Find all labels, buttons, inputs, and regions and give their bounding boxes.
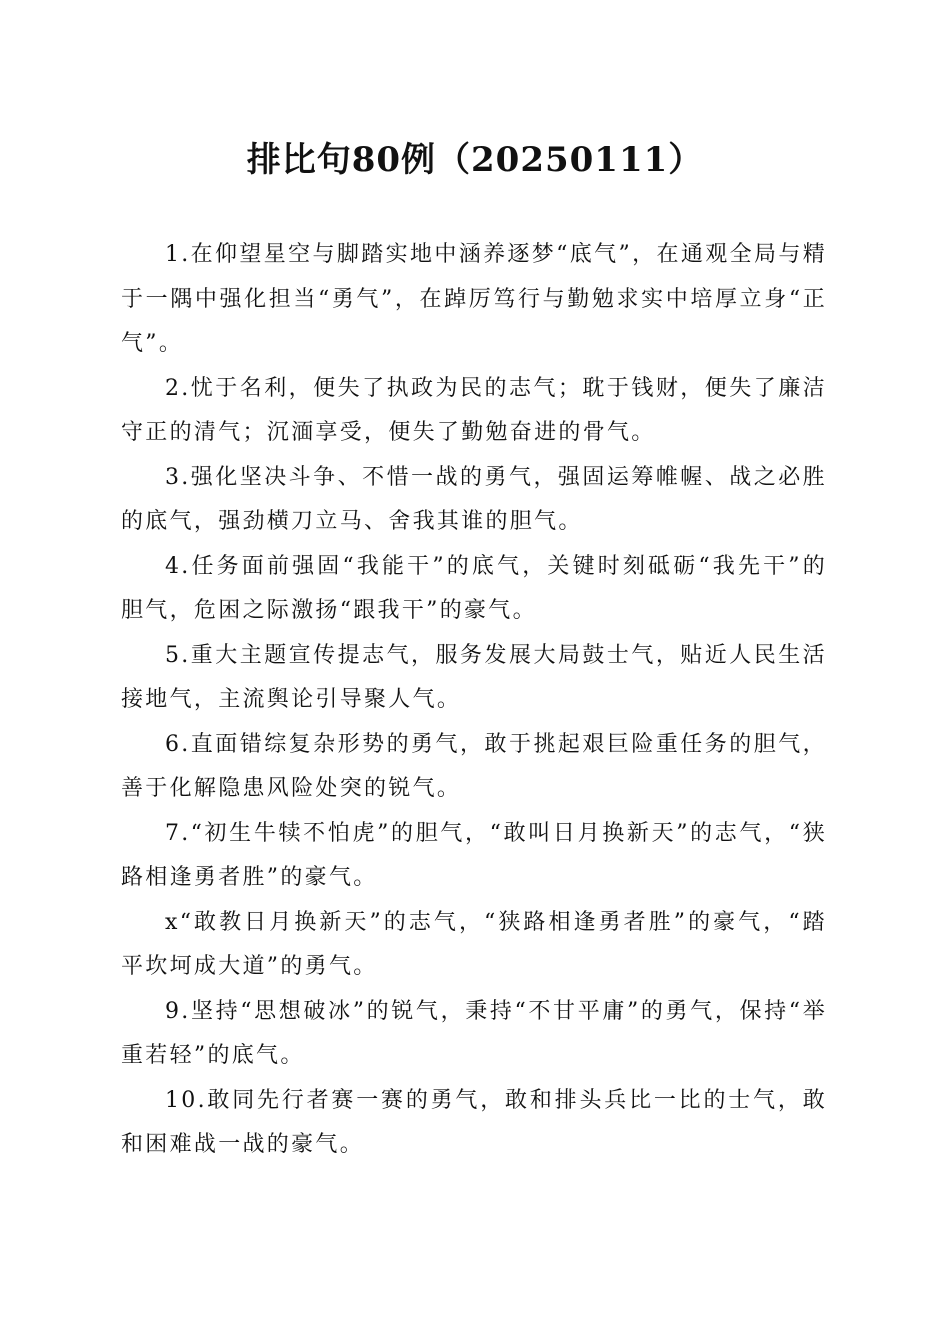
paragraph-7: 7.“初生牛犊不怕虎”的胆气，“敢叫日月换新天”的志气，“狭路相逢勇者胜”的豪气。 [121, 820, 827, 890]
document-title: 排比句80例（20250111） [246, 140, 704, 180]
paragraph-2: 2.忧于名利，便失了执政为民的志气；耽于钱财，便失了廉洁守正的清气；沉湎享受，便失了勤勉奋进的骨气。 [121, 375, 827, 445]
paragraph-3: 3.强化坚决斗争、不惜一战的勇气，强固运筹帷幄、战之必胜的底气，强劲横刀立马、舍我其谁的胆气。 [121, 464, 827, 534]
paragraph-1: 1.在仰望星空与脚踏实地中涵养逐梦“底气”，在通观全局与精于一隅中强化担当“勇气”，在踔厉笃行与勤勉求实中培厚立身“正气”。 [121, 242, 827, 356]
paragraph-5: 5.重大主题宣传提志气，服务发展大局鼓士气，贴近人民生活接地气，主流舆论引导聚人气。 [121, 642, 827, 712]
paragraph-10: 10.敢同先行者赛一赛的勇气，敢和排头兵比一比的士气，敢和困难战一战的豪气。 [121, 1087, 827, 1157]
paragraph-4: 4.任务面前强固“我能干”的底气，关键时刻砥砺“我先干”的胆气，危困之际激扬“跟我干”的豪气。 [121, 553, 827, 623]
paragraph-8: x“敢教日月换新天”的志气，“狭路相逢勇者胜”的豪气，“踏平坎坷成大道”的勇气。 [121, 909, 827, 979]
paragraph-9: 9.坚持“思想破冰”的锐气，秉持“不甘平庸”的勇气，保持“举重若轻”的底气。 [121, 998, 827, 1068]
document-body [121, 233, 827, 1168]
paragraph-6: 6.直面错综复杂形势的勇气，敢于挑起艰巨险重任务的胆气，善于化解隐患风险处突的锐气。 [121, 731, 827, 801]
